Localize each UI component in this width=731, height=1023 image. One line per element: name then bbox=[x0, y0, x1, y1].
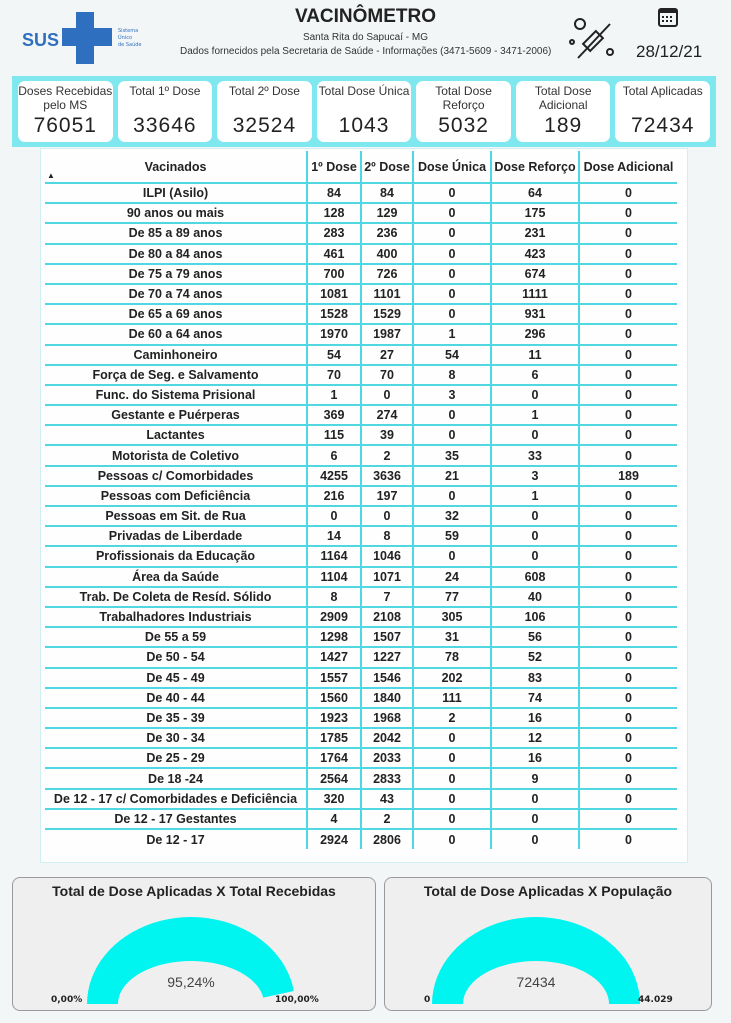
kpi-value: 5032 bbox=[438, 114, 489, 137]
row-label: 90 anos ou mais bbox=[45, 203, 307, 223]
cell-value: 1528 bbox=[307, 304, 361, 324]
cell-value: 43 bbox=[361, 789, 413, 809]
table-row bbox=[45, 546, 677, 566]
cell-value: 0 bbox=[413, 829, 491, 849]
cell-value: 175 bbox=[491, 203, 579, 223]
row-label: De 70 a 74 anos bbox=[45, 284, 307, 304]
gauge-value: 95,24% bbox=[167, 974, 215, 990]
syringe-virus-icon bbox=[566, 12, 622, 64]
column-label: Dose Reforço bbox=[494, 159, 576, 174]
row-label: De 65 a 69 anos bbox=[45, 304, 307, 324]
kpi-label: Total 2º Dose bbox=[228, 84, 300, 98]
row-label: De 55 a 59 bbox=[45, 627, 307, 647]
row-label: De 40 - 44 bbox=[45, 688, 307, 708]
cell-value: 0 bbox=[579, 486, 677, 506]
gauge-max: 44.029 bbox=[638, 995, 673, 1005]
svg-text:Único: Único bbox=[118, 35, 133, 41]
cell-value: 52 bbox=[491, 647, 579, 667]
cell-value: 197 bbox=[361, 486, 413, 506]
cell-value: 0 bbox=[491, 809, 579, 829]
kpi-label: Total Aplicadas bbox=[622, 84, 703, 98]
gauge-value: 72434 bbox=[516, 974, 556, 990]
cell-value: 0 bbox=[413, 264, 491, 284]
table-row bbox=[45, 345, 677, 365]
cell-value: 1081 bbox=[307, 284, 361, 304]
table-row bbox=[45, 365, 677, 385]
cell-value: 0 bbox=[579, 345, 677, 365]
kpi-card bbox=[18, 81, 113, 142]
gauge-applied-vs-received bbox=[12, 877, 376, 1011]
cell-value: 1071 bbox=[361, 567, 413, 587]
table-row bbox=[45, 607, 677, 627]
cell-value: 1164 bbox=[307, 546, 361, 566]
kpi-card bbox=[317, 81, 412, 142]
kpi-card bbox=[615, 81, 710, 142]
table-row bbox=[45, 668, 677, 688]
table-row bbox=[45, 728, 677, 748]
cell-value: 0 bbox=[413, 748, 491, 768]
table-row bbox=[45, 809, 677, 829]
cell-value: 0 bbox=[579, 526, 677, 546]
column-label: Dose Única bbox=[417, 159, 487, 174]
cell-value: 2564 bbox=[307, 768, 361, 788]
table-row bbox=[45, 183, 677, 203]
kpi-value: 33646 bbox=[133, 114, 197, 137]
cell-value: 84 bbox=[307, 183, 361, 203]
cell-value: 70 bbox=[361, 365, 413, 385]
cell-value: 0 bbox=[413, 809, 491, 829]
kpi-value: 1043 bbox=[338, 114, 390, 137]
row-label: Profissionais da Educação bbox=[45, 546, 307, 566]
row-label: Gestante e Puérperas bbox=[45, 405, 307, 425]
cell-value: 40 bbox=[491, 587, 579, 607]
date: 28/12/21 bbox=[636, 42, 703, 61]
cell-value: 202 bbox=[413, 668, 491, 688]
cell-value: 0 bbox=[579, 183, 677, 203]
cell-value: 931 bbox=[491, 304, 579, 324]
row-label: Área da Saúde bbox=[45, 567, 307, 587]
row-label: De 50 - 54 bbox=[45, 647, 307, 667]
row-label: De 45 - 49 bbox=[45, 668, 307, 688]
cell-value: 1427 bbox=[307, 647, 361, 667]
kpi-value: 189 bbox=[544, 114, 583, 137]
cell-value: 83 bbox=[491, 668, 579, 688]
cell-value: 0 bbox=[413, 425, 491, 445]
cell-value: 0 bbox=[579, 425, 677, 445]
cell-value: 236 bbox=[361, 223, 413, 243]
cell-value: 0 bbox=[491, 829, 579, 849]
column-header[interactable] bbox=[413, 151, 491, 183]
cell-value: 54 bbox=[413, 345, 491, 365]
cell-value: 1101 bbox=[361, 284, 413, 304]
cell-value: 0 bbox=[413, 486, 491, 506]
cell-value: 0 bbox=[491, 789, 579, 809]
cell-value: 320 bbox=[307, 789, 361, 809]
cell-value: 8 bbox=[361, 526, 413, 546]
cell-value: 1 bbox=[491, 405, 579, 425]
table-row bbox=[45, 264, 677, 284]
table-row bbox=[45, 768, 677, 788]
gauge-min: 0,00% bbox=[51, 995, 83, 1005]
column-header[interactable] bbox=[579, 151, 677, 183]
svg-text:de Saúde: de Saúde bbox=[118, 42, 142, 48]
cell-value: 0 bbox=[579, 809, 677, 829]
cell-value: 608 bbox=[491, 567, 579, 587]
row-label: ILPI (Asilo) bbox=[45, 183, 307, 203]
row-label: De 18 -24 bbox=[45, 768, 307, 788]
cell-value: 1 bbox=[491, 486, 579, 506]
cell-value: 128 bbox=[307, 203, 361, 223]
cell-value: 1 bbox=[413, 324, 491, 344]
cell-value: 1298 bbox=[307, 627, 361, 647]
cell-value: 0 bbox=[579, 567, 677, 587]
cell-value: 14 bbox=[307, 526, 361, 546]
table-row bbox=[45, 506, 677, 526]
cell-value: 24 bbox=[413, 567, 491, 587]
cell-value: 0 bbox=[579, 607, 677, 627]
column-header[interactable] bbox=[307, 151, 361, 183]
row-label: De 12 - 17 c/ Comorbidades e Deficiência bbox=[45, 789, 307, 809]
cell-value: 305 bbox=[413, 607, 491, 627]
cell-value: 54 bbox=[307, 345, 361, 365]
cell-value: 0 bbox=[413, 284, 491, 304]
cell-value: 0 bbox=[579, 405, 677, 425]
table-row bbox=[45, 304, 677, 324]
cell-value: 0 bbox=[579, 223, 677, 243]
kpi-label: Total Dose Única bbox=[318, 84, 410, 98]
cell-value: 0 bbox=[579, 304, 677, 324]
table-row bbox=[45, 688, 677, 708]
cell-value: 0 bbox=[361, 385, 413, 405]
cell-value: 4255 bbox=[307, 466, 361, 486]
table-row bbox=[45, 486, 677, 506]
cell-value: 0 bbox=[579, 668, 677, 688]
cell-value: 674 bbox=[491, 264, 579, 284]
column-label: 2º Dose bbox=[364, 159, 410, 174]
cell-value: 2042 bbox=[361, 728, 413, 748]
cell-value: 3 bbox=[413, 385, 491, 405]
table-row bbox=[45, 829, 677, 849]
gauge-fill bbox=[432, 917, 640, 1004]
row-label: Motorista de Coletivo bbox=[45, 445, 307, 465]
cell-value: 9 bbox=[491, 768, 579, 788]
row-label: Trabalhadores Industriais bbox=[45, 607, 307, 627]
cell-value: 0 bbox=[491, 385, 579, 405]
cell-value: 0 bbox=[413, 405, 491, 425]
cell-value: 0 bbox=[579, 748, 677, 768]
cell-value: 12 bbox=[491, 728, 579, 748]
cell-value: 27 bbox=[361, 345, 413, 365]
cell-value: 115 bbox=[307, 425, 361, 445]
cell-value: 33 bbox=[491, 445, 579, 465]
cell-value: 700 bbox=[307, 264, 361, 284]
cell-value: 31 bbox=[413, 627, 491, 647]
row-label: Privadas de Liberdade bbox=[45, 526, 307, 546]
cell-value: 423 bbox=[491, 244, 579, 264]
cell-value: 111 bbox=[413, 688, 491, 708]
cell-value: 6 bbox=[307, 445, 361, 465]
cell-value: 0 bbox=[579, 647, 677, 667]
cell-value: 1923 bbox=[307, 708, 361, 728]
table-row bbox=[45, 647, 677, 667]
cell-value: 1 bbox=[307, 385, 361, 405]
cell-value: 0 bbox=[579, 445, 677, 465]
cell-value: 39 bbox=[361, 425, 413, 445]
row-label: Pessoas com Deficiência bbox=[45, 486, 307, 506]
cell-value: 0 bbox=[413, 244, 491, 264]
cell-value: 0 bbox=[579, 506, 677, 526]
calendar-icon bbox=[657, 6, 679, 28]
cell-value: 0 bbox=[579, 768, 677, 788]
cell-value: 7 bbox=[361, 587, 413, 607]
cell-value: 2 bbox=[361, 445, 413, 465]
vaccination-table bbox=[40, 148, 688, 863]
cell-value: 16 bbox=[491, 748, 579, 768]
kpi-value: 32524 bbox=[232, 114, 297, 137]
cell-value: 0 bbox=[579, 244, 677, 264]
cell-value: 3 bbox=[491, 466, 579, 486]
gauge-arc bbox=[385, 878, 713, 1012]
row-label: De 85 a 89 anos bbox=[45, 223, 307, 243]
cell-value: 78 bbox=[413, 647, 491, 667]
cell-value: 2806 bbox=[361, 829, 413, 849]
cell-value: 0 bbox=[413, 223, 491, 243]
table-row bbox=[45, 203, 677, 223]
row-label: De 30 - 34 bbox=[45, 728, 307, 748]
row-label: De 12 - 17 bbox=[45, 829, 307, 849]
cell-value: 1529 bbox=[361, 304, 413, 324]
cell-value: 0 bbox=[579, 829, 677, 849]
row-label: Pessoas c/ Comorbidades bbox=[45, 466, 307, 486]
table-row bbox=[45, 526, 677, 546]
sort-asc-icon[interactable]: ▲ bbox=[47, 171, 55, 180]
cell-value: 2 bbox=[361, 809, 413, 829]
cell-value: 2108 bbox=[361, 607, 413, 627]
column-label: 1º Dose bbox=[311, 159, 357, 174]
cell-value: 56 bbox=[491, 627, 579, 647]
kpi-value: 72434 bbox=[631, 114, 695, 137]
row-label: De 35 - 39 bbox=[45, 708, 307, 728]
column-label: Dose Adicional bbox=[583, 159, 674, 174]
row-label: Lactantes bbox=[45, 425, 307, 445]
cell-value: 0 bbox=[579, 546, 677, 566]
row-label: De 25 - 29 bbox=[45, 748, 307, 768]
table-row bbox=[45, 789, 677, 809]
cell-value: 1785 bbox=[307, 728, 361, 748]
cell-value: 0 bbox=[579, 789, 677, 809]
gauge-fill bbox=[87, 917, 294, 1004]
cell-value: 0 bbox=[579, 324, 677, 344]
info-text: Dados fornecidos pela Secretaria de Saúde - Informações (3471-5609 - 3471-2006) bbox=[180, 46, 552, 57]
cell-value: 216 bbox=[307, 486, 361, 506]
cell-value: 1840 bbox=[361, 688, 413, 708]
cell-value: 0 bbox=[579, 627, 677, 647]
cell-value: 32 bbox=[413, 506, 491, 526]
svg-text:Sistema: Sistema bbox=[118, 28, 139, 34]
cell-value: 1764 bbox=[307, 748, 361, 768]
cell-value: 0 bbox=[491, 546, 579, 566]
table-row bbox=[45, 425, 677, 445]
table-row bbox=[45, 385, 677, 405]
table-row bbox=[45, 567, 677, 587]
cell-value: 274 bbox=[361, 405, 413, 425]
row-label: Caminhoneiro bbox=[45, 345, 307, 365]
cell-value: 0 bbox=[579, 385, 677, 405]
cell-value: 0 bbox=[579, 587, 677, 607]
table-row bbox=[45, 324, 677, 344]
table-row bbox=[45, 405, 677, 425]
cell-value: 1046 bbox=[361, 546, 413, 566]
cell-value: 0 bbox=[491, 526, 579, 546]
cell-value: 0 bbox=[413, 768, 491, 788]
cell-value: 1507 bbox=[361, 627, 413, 647]
gauge-arc bbox=[13, 878, 377, 1012]
column-label: Vacinados bbox=[144, 159, 207, 174]
column-header[interactable] bbox=[45, 151, 307, 183]
cell-value: 84 bbox=[361, 183, 413, 203]
cell-value: 21 bbox=[413, 466, 491, 486]
cell-value: 0 bbox=[307, 506, 361, 526]
cell-value: 129 bbox=[361, 203, 413, 223]
cell-value: 231 bbox=[491, 223, 579, 243]
cell-value: 2909 bbox=[307, 607, 361, 627]
table-row bbox=[45, 445, 677, 465]
cell-value: 296 bbox=[491, 324, 579, 344]
kpi-card bbox=[416, 81, 511, 142]
cell-value: 369 bbox=[307, 405, 361, 425]
gauge-applied-vs-population bbox=[384, 877, 712, 1011]
cell-value: 8 bbox=[307, 587, 361, 607]
row-label: De 12 - 17 Gestantes bbox=[45, 809, 307, 829]
cell-value: 0 bbox=[579, 284, 677, 304]
table-row bbox=[45, 284, 677, 304]
row-label: Força de Seg. e Salvamento bbox=[45, 365, 307, 385]
cell-value: 0 bbox=[413, 789, 491, 809]
cell-value: 11 bbox=[491, 345, 579, 365]
cell-value: 1970 bbox=[307, 324, 361, 344]
cell-value: 8 bbox=[413, 365, 491, 385]
cell-value: 16 bbox=[491, 708, 579, 728]
cell-value: 0 bbox=[579, 728, 677, 748]
cell-value: 1104 bbox=[307, 567, 361, 587]
row-label: Pessoas em Sit. de Rua bbox=[45, 506, 307, 526]
page-title: VACINÔMETRO bbox=[294, 6, 437, 27]
cell-value: 0 bbox=[579, 203, 677, 223]
cell-value: 0 bbox=[579, 365, 677, 385]
row-label: Func. do Sistema Prisional bbox=[45, 385, 307, 405]
kpi-band bbox=[12, 76, 716, 147]
row-label: De 60 a 64 anos bbox=[45, 324, 307, 344]
cell-value: 400 bbox=[361, 244, 413, 264]
kpi-label: Total Dose Reforço bbox=[435, 84, 492, 112]
cell-value: 106 bbox=[491, 607, 579, 627]
kpi-card bbox=[516, 81, 611, 142]
cell-value: 1557 bbox=[307, 668, 361, 688]
table-row bbox=[45, 466, 677, 486]
cell-value: 1111 bbox=[491, 284, 579, 304]
cell-value: 3636 bbox=[361, 466, 413, 486]
cell-value: 35 bbox=[413, 445, 491, 465]
kpi-label: Total 1º Dose bbox=[129, 84, 201, 98]
cell-value: 1546 bbox=[361, 668, 413, 688]
location: Santa Rita do Sapucaí - MG bbox=[302, 32, 429, 43]
table-row bbox=[45, 223, 677, 243]
table-row bbox=[45, 748, 677, 768]
gauge-min: 0 bbox=[424, 995, 431, 1005]
svg-text:SUS: SUS bbox=[22, 30, 60, 50]
table-row bbox=[45, 708, 677, 728]
cell-value: 2 bbox=[413, 708, 491, 728]
cell-value: 1968 bbox=[361, 708, 413, 728]
cell-value: 6 bbox=[491, 365, 579, 385]
cell-value: 726 bbox=[361, 264, 413, 284]
cell-value: 189 bbox=[579, 466, 677, 486]
cell-value: 0 bbox=[361, 506, 413, 526]
cell-value: 4 bbox=[307, 809, 361, 829]
column-header[interactable] bbox=[491, 151, 579, 183]
kpi-value: 76051 bbox=[33, 114, 97, 137]
gauge-title: Total de Dose Aplicadas X Total Recebidas bbox=[52, 883, 336, 899]
cell-value: 283 bbox=[307, 223, 361, 243]
cell-value: 70 bbox=[307, 365, 361, 385]
cell-value: 0 bbox=[491, 506, 579, 526]
table-row bbox=[45, 627, 677, 647]
kpi-card bbox=[118, 81, 213, 142]
cell-value: 2033 bbox=[361, 748, 413, 768]
table-row bbox=[45, 244, 677, 264]
cell-value: 59 bbox=[413, 526, 491, 546]
row-label: Trab. De Coleta de Resíd. Sólido bbox=[45, 587, 307, 607]
cell-value: 77 bbox=[413, 587, 491, 607]
gauge-max: 100,00% bbox=[275, 995, 319, 1005]
cell-value: 0 bbox=[579, 708, 677, 728]
cell-value: 1560 bbox=[307, 688, 361, 708]
cell-value: 2924 bbox=[307, 829, 361, 849]
table-row bbox=[45, 587, 677, 607]
kpi-card bbox=[217, 81, 312, 142]
cell-value: 2833 bbox=[361, 768, 413, 788]
kpi-label: Doses Recebidas pelo MS bbox=[18, 84, 113, 112]
cell-value: 0 bbox=[413, 546, 491, 566]
kpi-label: Total Dose Adicional bbox=[534, 84, 592, 112]
gauge-title: Total de Dose Aplicadas X População bbox=[423, 883, 673, 899]
cell-value: 0 bbox=[413, 304, 491, 324]
cell-value: 1987 bbox=[361, 324, 413, 344]
cell-value: 0 bbox=[413, 183, 491, 203]
column-header[interactable] bbox=[361, 151, 413, 183]
cell-value: 64 bbox=[491, 183, 579, 203]
cell-value: 461 bbox=[307, 244, 361, 264]
cell-value: 0 bbox=[413, 203, 491, 223]
row-label: De 75 a 79 anos bbox=[45, 264, 307, 284]
cell-value: 74 bbox=[491, 688, 579, 708]
cell-value: 0 bbox=[491, 425, 579, 445]
row-label: De 80 a 84 anos bbox=[45, 244, 307, 264]
cell-value: 0 bbox=[579, 688, 677, 708]
cell-value: 0 bbox=[413, 728, 491, 748]
cell-value: 1227 bbox=[361, 647, 413, 667]
cell-value: 0 bbox=[579, 264, 677, 284]
